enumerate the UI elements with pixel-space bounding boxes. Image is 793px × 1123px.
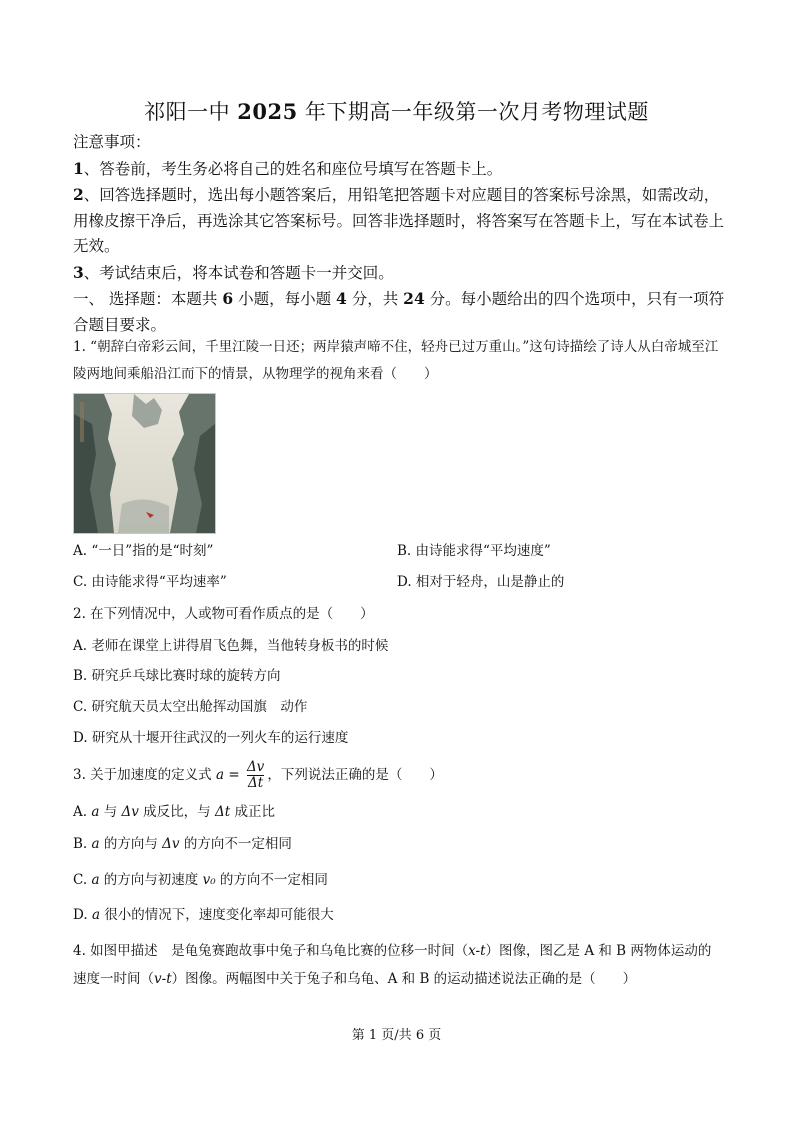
notice-section bbox=[73, 130, 725, 338]
acceleration-fraction: $\frac{\Delta v}{\Delta t}$ bbox=[246, 759, 265, 791]
question-3-stem: 3. 关于加速度的定义式 a = $\frac{\Delta v}{\Delta t}$ ，下列说法正确的是（ ） bbox=[73, 759, 443, 791]
q1-option-c: C. 由诗能求得“平均速率” bbox=[73, 574, 227, 590]
landscape-painting-image bbox=[73, 393, 216, 534]
page-footer: 第 1 页/共 6 页 bbox=[351, 1028, 442, 1043]
q1-option-a: A. “一日”指的是“时刻” bbox=[73, 543, 214, 559]
q1-option-b: B. 由诗能求得“平均速度” bbox=[397, 543, 551, 559]
q3-option-a: A. a 与 Δv 成反比，与 Δt 成正比 bbox=[73, 804, 275, 820]
notice-heading: 注意事项： bbox=[73, 133, 151, 151]
q2-option-b: B. 研究乒乓球比赛时球的旋转方向 bbox=[73, 668, 281, 684]
notice-item-2: 2、回答选择题时，选出每小题答案后，用铅笔把答题卡对应题目的答案标号涂黑，如需改动，用橡皮擦干净后，再选涂其它答案标号。回答非选择题时，将答案写在答题卡上，写在本试卷上无效。 bbox=[73, 185, 725, 255]
q3-option-b: B. a 的方向与 Δv 的方向不一定相同 bbox=[73, 836, 292, 852]
question-1-stem: 1. “朝辞白帝彩云间，千里江陵一日还；两岸猿声啼不住，轻舟已过万重山。”这句诗描绘了诗人从白帝城至江陵两地间乘船沿江而下的情景，从物理学的视角来看（ ） bbox=[73, 339, 719, 382]
page-title: 祁阳一中 2025 年下期高一年级第一次月考物理试题 bbox=[144, 99, 649, 124]
question-4-stem: 4. 如图甲描述 是龟兔赛跑故事中兔子和乌龟比赛的位移一时间（x-t）图像，图乙是 A 和 B 两物体运动的速度一时间（v-t）图像。两幅图中关于兔子和乌龟、A 和 B 的运动描述说法正确的是（ ） bbox=[73, 943, 712, 987]
notice-item-1: 1、答卷前，考生务必将自己的姓名和座位号填写在答题卡上。 bbox=[73, 158, 503, 178]
q2-option-d: D. 研究从十堰开往武汉的一列火车的运行速度 bbox=[73, 730, 349, 746]
q2-option-c: C. 研究航天员太空出舱挥动国旗 动作 bbox=[73, 699, 308, 715]
q2-option-a: A. 老师在课堂上讲得眉飞色舞，当他转身板书的时候 bbox=[73, 638, 389, 654]
q3-option-d: D. a 很小的情况下，速度变化率却可能很大 bbox=[73, 907, 334, 923]
question-2-stem: 2. 在下列情况中，人或物可看作质点的是（ ） bbox=[73, 606, 374, 622]
q1-option-d: D. 相对于轻舟，山是静止的 bbox=[397, 574, 565, 590]
section-heading: 一、 选择题：本题共 6 小题，每小题 4 分，共 24 分。每小题给出的四个选项中，只有一项符合题目要求。 bbox=[73, 289, 725, 334]
notice-item-3: 3、考试结束后，将本试卷和答题卡一并交回。 bbox=[73, 262, 394, 282]
q3-option-c: C. a 的方向与初速度 v₀ 的方向不一定相同 bbox=[73, 872, 328, 888]
